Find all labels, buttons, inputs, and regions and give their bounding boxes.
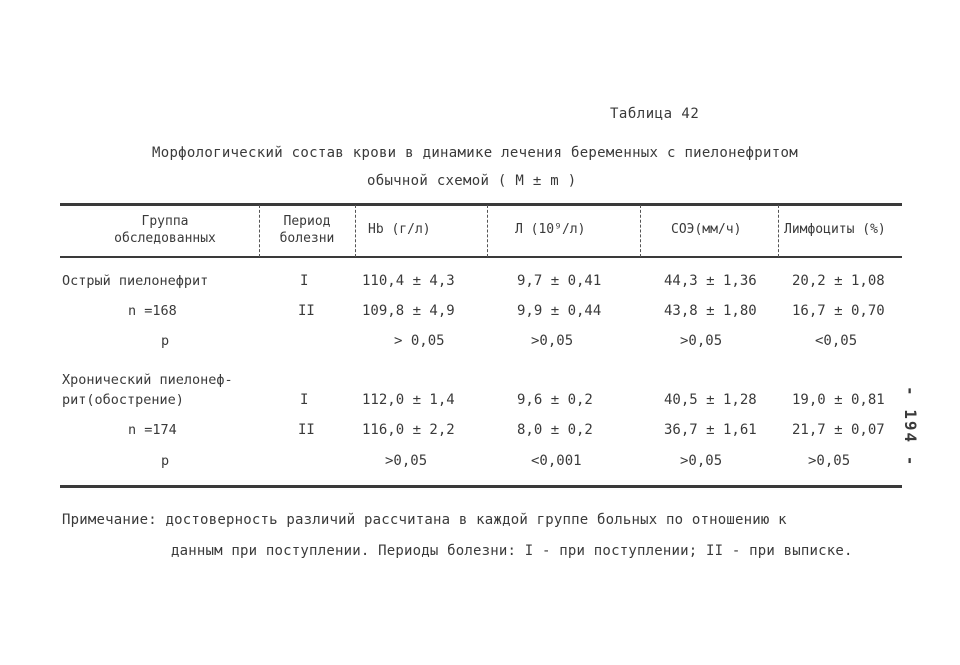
row-period: II [298,422,315,438]
column-separator [259,205,261,257]
row-leukocytes: 9,9 ± 0,44 [517,303,602,319]
table-number: Таблица 42 [610,106,700,122]
row-soe: >0,05 [680,453,723,469]
row-hb: > 0,05 [394,333,445,349]
header-group-line-2: обследованных [114,231,216,246]
row-period: II [298,303,315,319]
row-group-label: p [161,453,170,469]
footnote-line-2: данным при поступлении. Периоды болезни: I - при поступлении; II - при выписке. [171,543,853,559]
row-soe: 44,3 ± 1,36 [664,273,757,289]
row-hb: 116,0 ± 2,2 [362,422,455,438]
row-group-label: Хронический пиелонеф- [62,372,233,388]
row-leukocytes: <0,001 [531,453,582,469]
row-leukocytes: 9,6 ± 0,2 [517,392,593,408]
row-leukocytes: >0,05 [531,333,574,349]
row-lymphocytes: 19,0 ± 0,81 [792,392,885,408]
row-leukocytes: 9,7 ± 0,41 [517,273,602,289]
row-group-label: рит(обострение) [62,392,184,408]
table-caption-line-1: Морфологический состав крови в динамике лечения беременных с пиелонефритом [152,145,798,161]
row-lymphocytes: >0,05 [808,453,851,469]
row-group-label: p [161,333,170,349]
row-soe: 36,7 ± 1,61 [664,422,757,438]
header-period-line-2: болезни [279,231,335,246]
page-number: - 194 - [901,386,920,468]
row-lymphocytes: <0,05 [815,333,858,349]
row-group-label: n =168 [128,303,177,319]
table-top-rule [60,203,902,206]
row-lymphocytes: 16,7 ± 0,70 [792,303,885,319]
row-soe: 40,5 ± 1,28 [664,392,757,408]
header-group-line-1: Группа [141,214,189,229]
header-leukocytes: Л (10⁹/л) [515,222,586,237]
row-lymphocytes: 20,2 ± 1,08 [792,273,885,289]
header-hb: Hb (г/л) [368,222,431,237]
column-separator [640,205,642,257]
table-header-rule [60,256,902,258]
row-period: I [300,392,309,408]
row-lymphocytes: 21,7 ± 0,07 [792,422,885,438]
row-hb: 109,8 ± 4,9 [362,303,455,319]
row-soe: 43,8 ± 1,80 [664,303,757,319]
header-period [262,213,352,247]
column-separator [487,205,489,257]
table-bottom-rule [60,485,902,488]
table-caption-line-2: обычной схемой ( M ± m ) [367,173,577,189]
row-leukocytes: 8,0 ± 0,2 [517,422,593,438]
header-lymphocytes: Лимфоциты (%) [784,222,886,237]
row-hb: 112,0 ± 1,4 [362,392,455,408]
row-hb: >0,05 [385,453,428,469]
row-period: I [300,273,309,289]
column-separator [355,205,357,257]
header-group [90,213,240,247]
column-separator [778,205,780,257]
header-soe: СОЭ(мм/ч) [671,222,742,237]
footnote-line-1: Примечание: достоверность различий рассчитана в каждой группе больных по отношению к [62,512,787,528]
row-soe: >0,05 [680,333,723,349]
row-hb: 110,4 ± 4,3 [362,273,455,289]
row-group-label: Острый пиелонефрит [62,273,209,289]
header-period-line-1: Период [283,214,331,229]
row-group-label: n =174 [128,422,177,438]
